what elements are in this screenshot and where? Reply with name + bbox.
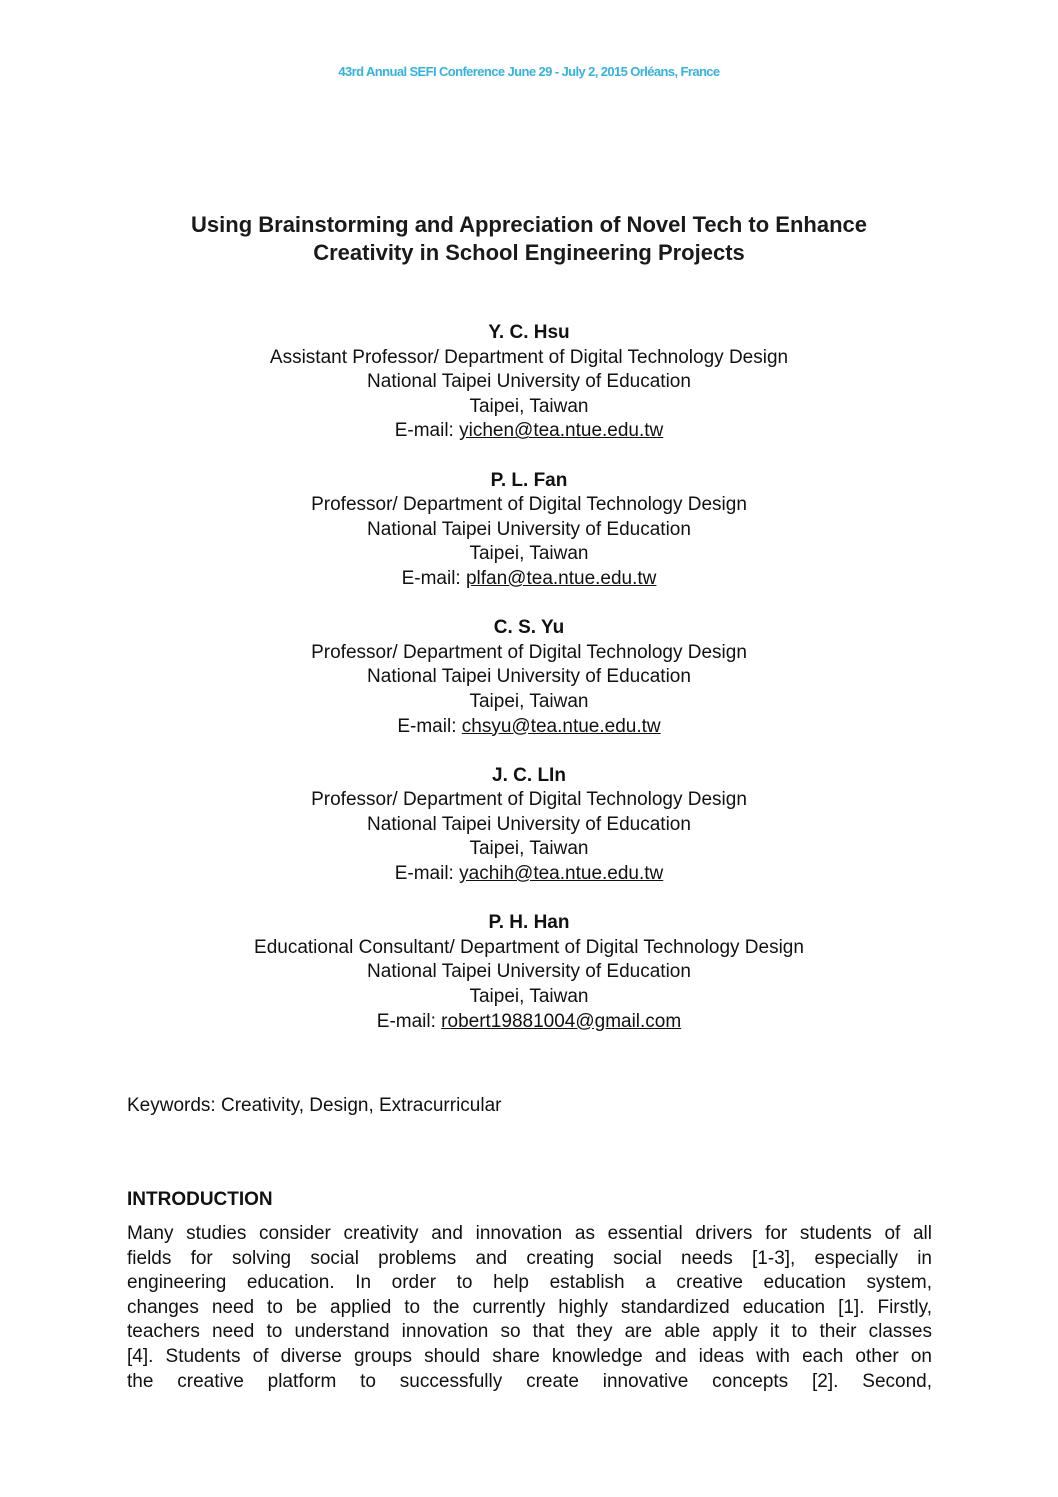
author-location: Taipei, Taiwan xyxy=(469,986,589,1008)
author-list xyxy=(80,321,978,1059)
email-label: E-mail: xyxy=(401,567,466,589)
paragraph-line: changes need to be applied to the currently highly standardized education [1]. Firstly, xyxy=(127,1296,932,1318)
author-location: Taipei, Taiwan xyxy=(469,543,589,565)
author-position: Professor/ Department of Digital Technology Design xyxy=(311,789,747,811)
paragraph-line: the creative platform to successfully create innovative concepts [2]. Second, xyxy=(127,1370,932,1392)
author-institution: National Taipei University of Education xyxy=(367,961,691,983)
author-name: J. C. LIn xyxy=(492,764,566,786)
email-link[interactable]: robert19881004@gmail.com xyxy=(441,1010,682,1032)
introduction-paragraph xyxy=(127,1222,932,1394)
author-institution: National Taipei University of Education xyxy=(367,518,691,540)
author-institution: National Taipei University of Education xyxy=(367,371,691,393)
email-label: E-mail: xyxy=(397,715,462,737)
author-institution: National Taipei University of Education xyxy=(367,813,691,835)
author-email-line xyxy=(80,715,978,740)
email-link[interactable]: chsyu@tea.ntue.edu.tw xyxy=(461,715,661,737)
paragraph-line: Many studies consider creativity and innovation as essential drivers for students of all xyxy=(127,1223,932,1244)
paper-title xyxy=(80,211,978,267)
author-block xyxy=(80,469,978,592)
email-link[interactable]: yichen@tea.ntue.edu.tw xyxy=(459,420,664,442)
title-line: Using Brainstorming and Appreciation of Novel Tech to Enhance xyxy=(191,212,867,237)
conference-header: 43rd Annual SEFI Conference June 29 - July 2, 2015 Orléans, France xyxy=(338,64,720,79)
author-name: C. S. Yu xyxy=(493,617,565,639)
author-email-line xyxy=(80,862,978,887)
author-block xyxy=(80,321,978,444)
paragraph-line: [4]. Students of diverse groups should share knowledge and ideas with each other on xyxy=(127,1345,932,1367)
author-position: Professor/ Department of Digital Technology Design xyxy=(311,494,747,516)
keywords: Keywords: Creativity, Design, Extracurricular xyxy=(127,1095,502,1116)
email-label: E-mail: xyxy=(394,863,460,885)
author-email-line xyxy=(80,1010,978,1035)
author-location: Taipei, Taiwan xyxy=(469,395,589,417)
author-location: Taipei, Taiwan xyxy=(469,838,589,860)
author-block xyxy=(80,764,978,887)
author-block xyxy=(80,911,978,1034)
author-name: Y. C. Hsu xyxy=(488,322,570,343)
author-institution: National Taipei University of Education xyxy=(367,666,691,688)
paragraph-line: teachers need to understand innovation so that they are able apply it to their classes xyxy=(127,1321,932,1343)
author-position: Assistant Professor/ Department of Digital Technology Design xyxy=(269,346,789,368)
paragraph-line: engineering education. In order to help establish a creative education system, xyxy=(127,1272,932,1294)
author-location: Taipei, Taiwan xyxy=(469,690,589,712)
email-link[interactable]: plfan@tea.ntue.edu.tw xyxy=(465,567,657,589)
email-link[interactable]: yachih@tea.ntue.edu.tw xyxy=(459,863,664,885)
email-label: E-mail: xyxy=(376,1010,442,1032)
email-label: E-mail: xyxy=(394,420,460,442)
author-email-line xyxy=(80,567,978,592)
author-block xyxy=(80,616,978,739)
author-name: P. H. Han xyxy=(488,912,570,934)
author-position: Educational Consultant/ Department of Digital Technology Design xyxy=(254,936,804,958)
author-email-line xyxy=(80,419,978,444)
title-line: Creativity in School Engineering Projects xyxy=(313,240,745,265)
author-name: P. L. Fan xyxy=(490,469,568,491)
author-position: Professor/ Department of Digital Technology Design xyxy=(311,641,747,663)
section-heading-introduction: INTRODUCTION xyxy=(127,1189,273,1210)
paragraph-line: fields for solving social problems and creating social needs [1-3], especially in xyxy=(127,1247,932,1269)
